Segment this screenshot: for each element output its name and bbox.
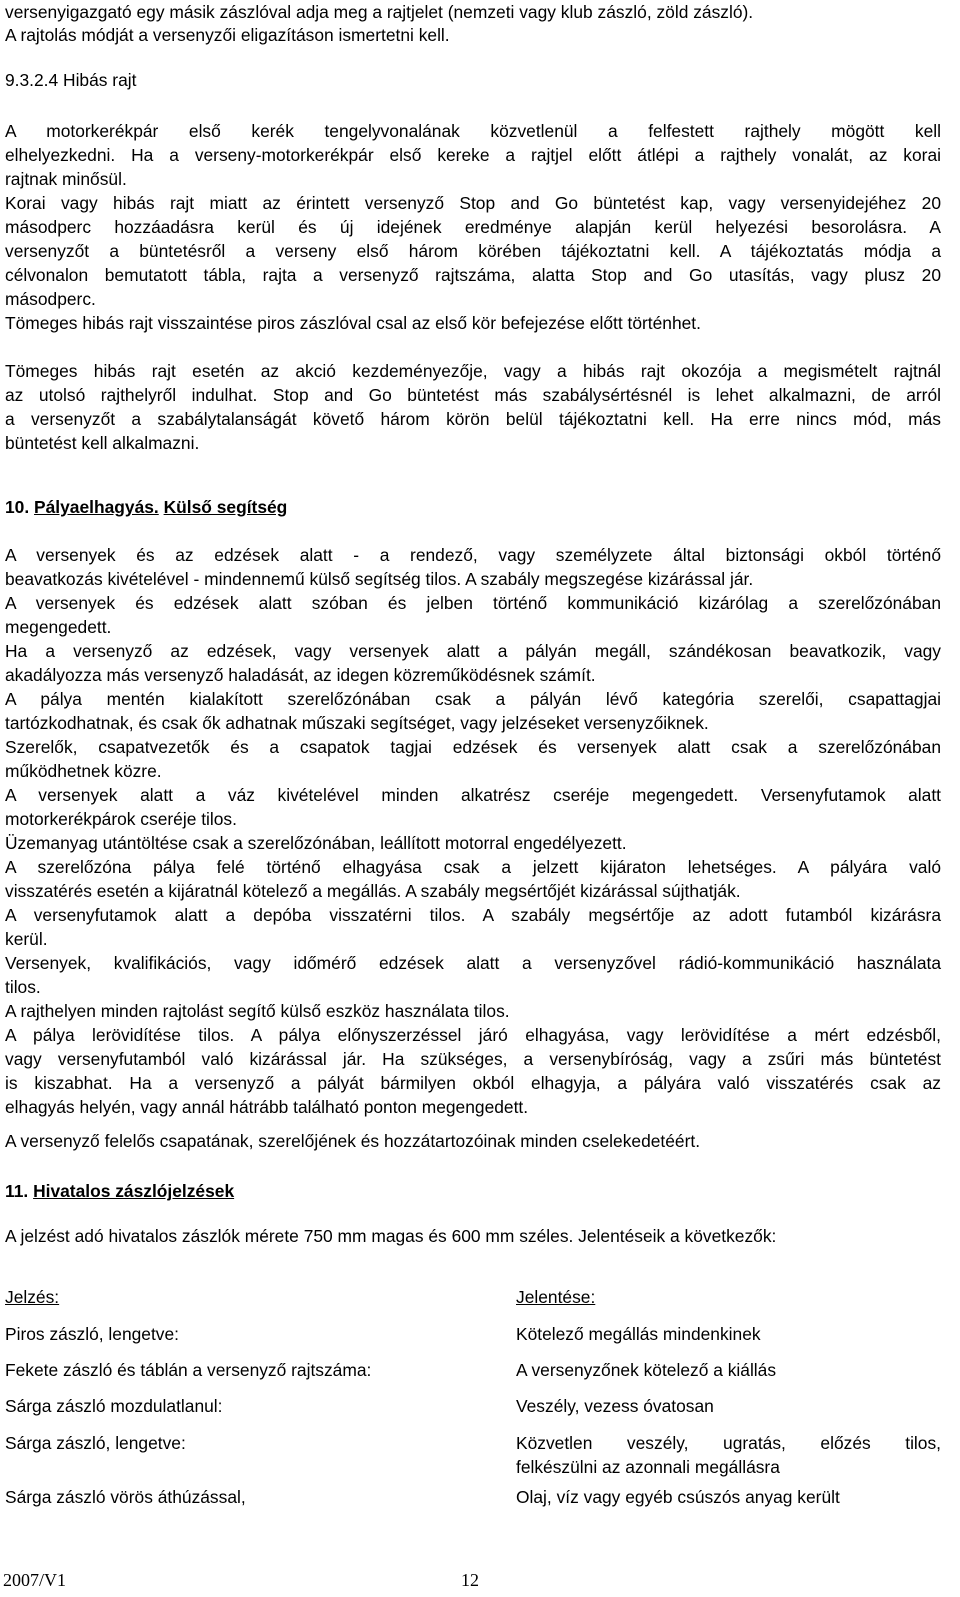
paragraph-line: rajtnak minősül. [5,169,127,189]
subsection-heading: 9.3.2.4 Hibás rajt [5,70,137,90]
paragraph-line: tilos. [5,977,41,997]
paragraph-line: A szerelőzóna pálya felé történő elhagyása csak a jelzett kijáraton lehetséges. A pályára való [5,857,941,877]
paragraph-line: A versenyfutamok alatt a depóba visszatérni tilos. A szabály megsértője az adott futamból kizárásra [5,905,941,925]
flag-meaning-continued: felkészülni az azonnali megállásra [516,1457,780,1477]
paragraph-line: A rajtolás módját a versenyzői eligazításon ismertetni kell. [5,25,450,45]
paragraph-line: A motorkerékpár első kerék tengelyvonalának közvetlenül a felfestett rajthely mögött kell [5,121,941,141]
flag-meaning: A versenyzőnek kötelező a kiállás [516,1360,777,1380]
paragraph-line: másodperc. [5,289,96,309]
table-header-signal: Jelzés: [5,1287,60,1307]
paragraph-line: visszatérés esetén a kijáratnál kötelező a megállás. A szabály megsértőjét kizárással sújthatják. [5,881,741,901]
paragraph-line: Tömeges hibás rajt visszaintése piros zászlóval csal az első kör befejezése előtt történhet. [5,313,701,333]
paragraph-line: motorkerékpárok cseréje tilos. [5,809,237,829]
section-number: 11. [5,1181,29,1201]
paragraph-line: beavatkozás kivételével - mindennemű külső segítség tilos. A szabály megszegése kizárással jár. [5,569,754,589]
table-header-meaning: Jelentése: [516,1287,596,1307]
section-11-heading [5,1179,234,1203]
flag-signal: Piros zászló, lengetve: [5,1324,179,1344]
paragraph-line: akadályozza más versenyző haladását, az idegen közreműködésnek számít. [5,665,596,685]
flag-signal: Sárga zászló mozdulatlanul: [5,1396,223,1416]
paragraph-line: elhagyás helyén, vagy annál hátrább található ponton megengedett. [5,1097,529,1117]
paragraph-line: Korai vagy hibás rajt miatt az érintett versenyző Stop and Go büntetést kap, vagy versenyidejéhez 20 [5,193,941,213]
section-title-b: Külső segítség [163,497,288,517]
flag-signal: Sárga zászló vörös áthúzással, [5,1487,246,1507]
paragraph-line: A versenyek alatt a váz kivételével minden alkatrész cseréje megengedett. Versenyfutamok alatt [5,785,941,805]
paragraph-line: megengedett. [5,617,112,637]
section-10-heading [5,495,287,519]
paragraph-line: A pálya mentén kialakított szerelőzónában csak a pályán lévő kategória szerelői, csapattagjai [5,689,941,709]
paragraph-line: versenyzőt a büntetésről a verseny első három körében tájékoztatni kell. A tájékoztatás módja a [5,241,941,261]
flag-signal: Sárga zászló, lengetve: [5,1433,186,1453]
paragraph-line: Szerelők, csapatvezetők és a csapatok tagjai edzések és versenyek alatt csak a szerelőzónában [5,737,941,757]
paragraph-line: A versenyek és edzések alatt szóban és jelben történő kommunikáció kizárólag a szerelőzónában [5,593,941,613]
paragraph-line: is kiszabhat. Ha a versenyző a pályát bármilyen okból elhagyja, a pályára való visszatérés csak az [5,1073,941,1093]
paragraph-line: az utolsó rajthelyről indulhat. Stop and Go büntetést más szabálysértésnél is lehet alkalmazni, de arról [5,385,941,405]
section-title-a: Pályaelhagyás. [34,497,159,517]
flag-meaning: Veszély, vezess óvatosan [516,1396,714,1416]
paragraph-line: büntetést kell alkalmazni. [5,433,200,453]
paragraph-line: célvonalon bemutatott tábla, rajta a versenyző rajtszáma, alatta Stop and Go utasítás, vagy plusz 20 [5,265,941,285]
paragraph-line: A jelzést adó hivatalos zászlók mérete 750 mm magas és 600 mm széles. Jelentéseik a következők: [5,1226,777,1246]
section-title: Hivatalos zászlójelzések [33,1181,235,1201]
paragraph-line: versenyigazgató egy másik zászlóval adja meg a rajtjelet (nemzeti vagy klub zászló, zöld zászló). [5,2,754,22]
paragraph-line: A rajthelyen minden rajtolást segítő külső eszköz használata tilos. [5,1001,510,1021]
section-number: 10. [5,497,30,517]
paragraph-line: A pálya lerövidítése tilos. A pálya előnyszerzéssel járó elhagyása, vagy lerövidítése a mért edzésből, [5,1025,941,1045]
flag-signal: Fekete zászló és táblán a versenyző rajtszáma: [5,1360,372,1380]
page-number: 12 [461,1570,479,1590]
paragraph-line: működhetnek közre. [5,761,162,781]
paragraph-line: tartózkodhatnak, és csak ők adhatnak műszaki segítséget, vagy jelzéseket versenyzőiknek. [5,713,709,733]
paragraph-line: másodperc hozzáadásra kerül és új idejének eredménye alapján kerül helyezési besorolásra. A [5,217,941,237]
paragraph-line: elhelyezkedni. Ha a verseny-motorkerékpár első kereke a rajtjel előtt átlépi a rajthely vonalát, az korai [5,145,941,165]
paragraph-line: a versenyzőt a szabálytalanságát követő három körön belül tájékoztatni kell. Ha erre nincs mód, más [5,409,941,429]
paragraph-line: Tömeges hibás rajt esetén az akció kezdeményezője, vagy a hibás rajt okozója a megismételt rajtnál [5,361,941,381]
flag-meaning: Kötelező megállás mindenkinek [516,1324,761,1344]
paragraph-line: Ha a versenyző az edzések, vagy versenyek alatt a pályán megáll, szándékosan beavatkozik, vagy [5,641,941,661]
paragraph-line: vagy versenyfutamból való kizárással jár. Ha szükséges, a versenybíróság, vagy a zsűri más büntetést [5,1049,941,1069]
paragraph-line: Versenyek, kvalifikációs, vagy időmérő edzések alatt a versenyzővel rádió-kommunikáció használata [5,953,941,973]
footer-version: 2007/V1 [3,1570,66,1590]
flag-meaning: Olaj, víz vagy egyéb csúszós anyag került [516,1487,840,1507]
paragraph-line: Üzemanyag utántöltése csak a szerelőzónában, leállított motorral engedélyezett. [5,833,627,853]
flag-meaning: Közvetlen veszély, ugratás, előzés tilos, [516,1433,941,1453]
paragraph-line: A versenyző felelős csapatának, szerelőjének és hozzátartozóinak minden cselekedetéért. [5,1131,701,1151]
paragraph-line: kerül. [5,929,48,949]
paragraph-line: A versenyek és az edzések alatt - a rendező, vagy személyzete által biztonsági okból történő [5,545,941,565]
